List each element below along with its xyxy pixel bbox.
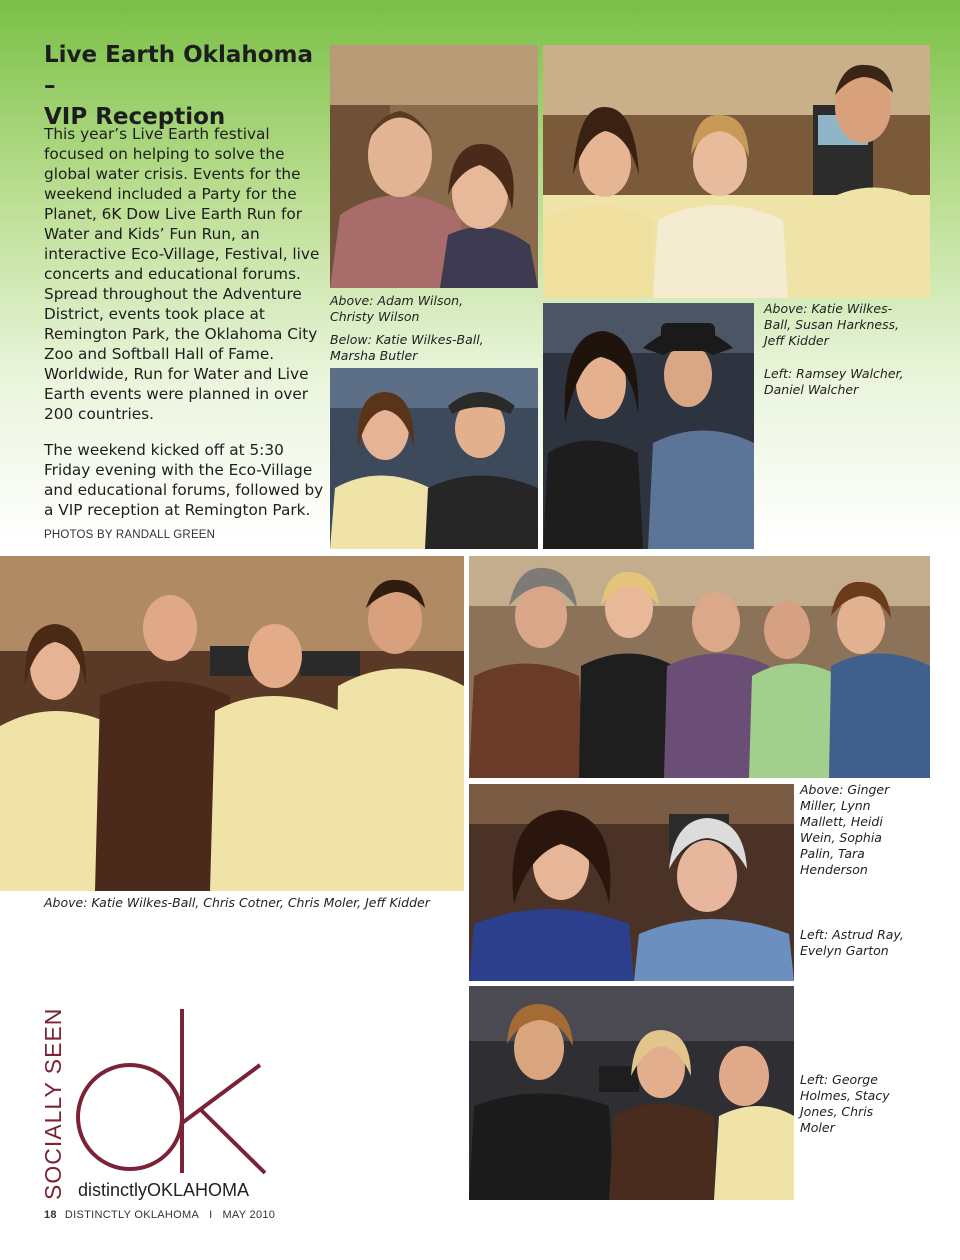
caption-line: Above: Adam Wilson, — [330, 293, 464, 308]
page-number: 18 — [44, 1209, 57, 1221]
photo-katie-chris-chris-jeff — [0, 556, 464, 891]
caption-line: Jeff Kidder — [764, 333, 829, 348]
photo-katie-susan-jeff — [543, 45, 930, 298]
caption-adam-christy — [330, 293, 463, 325]
caption-astrud-evelyn — [800, 927, 904, 959]
socially-seen-label: SOCIALLY SEEN — [40, 1007, 66, 1200]
page-footer — [44, 1209, 275, 1221]
caption-line: Christy Wilson — [330, 309, 420, 324]
caption-line: Palin, Tara — [800, 846, 865, 861]
photo-five-women — [469, 556, 930, 778]
caption-line: Miller, Lynn — [800, 798, 871, 813]
caption-line: Holmes, Stacy — [800, 1088, 890, 1103]
caption-line: Marsha Butler — [330, 348, 418, 363]
caption-line: Moler — [800, 1120, 835, 1135]
caption-katie-susan-jeff — [764, 301, 899, 349]
photo-astrud-evelyn — [469, 784, 794, 981]
footer-separator: I — [209, 1209, 213, 1221]
caption-line: Daniel Walcher — [764, 382, 859, 397]
title-line-2: VIP Reception — [44, 104, 226, 130]
caption-five-women — [800, 782, 889, 878]
distinctly-oklahoma-wordmark: distinctlyOKLAHOMA — [78, 1180, 250, 1200]
caption-line: Mallett, Heidi — [800, 814, 883, 829]
body-paragraph-1: This year’s Live Earth festival focused on helping to solve the global water crisis. Events for the weekend included a Party for the Planet, 6K Dow Live Earth Run for Water and Kids’ Fun Run, an interactive Eco-Village, Festival, live concerts and educational forums. Spread throughout the Adventure District, events took place at Remington Park, the Oklahoma City Zoo and Softball Hall of Fame. Worldwide, Run for Water and Live Earth events were planned in over 200 countries. — [44, 125, 320, 423]
caption-line: Below: Katie Wilkes-Ball, — [330, 332, 484, 347]
body-paragraph-2: The weekend kicked off at 5:30 Friday evening with the Eco-Village and educational forums, followed by a VIP reception at Remington Park. — [44, 441, 324, 519]
article-title — [44, 40, 324, 133]
caption-line: Jones, Chris — [800, 1104, 874, 1119]
photo-george-stacy-chris — [469, 986, 794, 1200]
ok-logo — [70, 1005, 270, 1177]
photo-credit: PHOTOS BY RANDALL GREEN — [44, 529, 216, 541]
caption-line: Left: Astrud Ray, — [800, 927, 904, 942]
photo-katie-marsha — [330, 368, 538, 549]
caption-line: Wein, Sophia — [800, 830, 882, 845]
caption-george-stacy-chris — [800, 1072, 890, 1136]
caption-group-four: Above: Katie Wilkes-Ball, Chris Cotner, Chris Moler, Jeff Kidder — [44, 895, 430, 910]
issue-date: MAY 2010 — [222, 1209, 276, 1221]
caption-line: Henderson — [800, 862, 868, 877]
caption-line: Above: Ginger — [800, 782, 890, 797]
photo-adam-christy-wilson — [330, 45, 538, 288]
caption-line: Above: Katie Wilkes- — [764, 301, 893, 316]
caption-walcher — [764, 366, 904, 398]
caption-line: Left: Ramsey Walcher, — [764, 366, 904, 381]
caption-line: Left: George — [800, 1072, 878, 1087]
photo-ramsey-daniel-walcher — [543, 303, 754, 549]
caption-katie-marsha — [330, 332, 484, 364]
caption-line: Ball, Susan Harkness, — [764, 317, 900, 332]
caption-line: Evelyn Garton — [800, 943, 889, 958]
title-line-1: Live Earth Oklahoma – — [44, 42, 314, 99]
publication-name: DISTINCTLY OKLAHOMA — [64, 1209, 200, 1221]
